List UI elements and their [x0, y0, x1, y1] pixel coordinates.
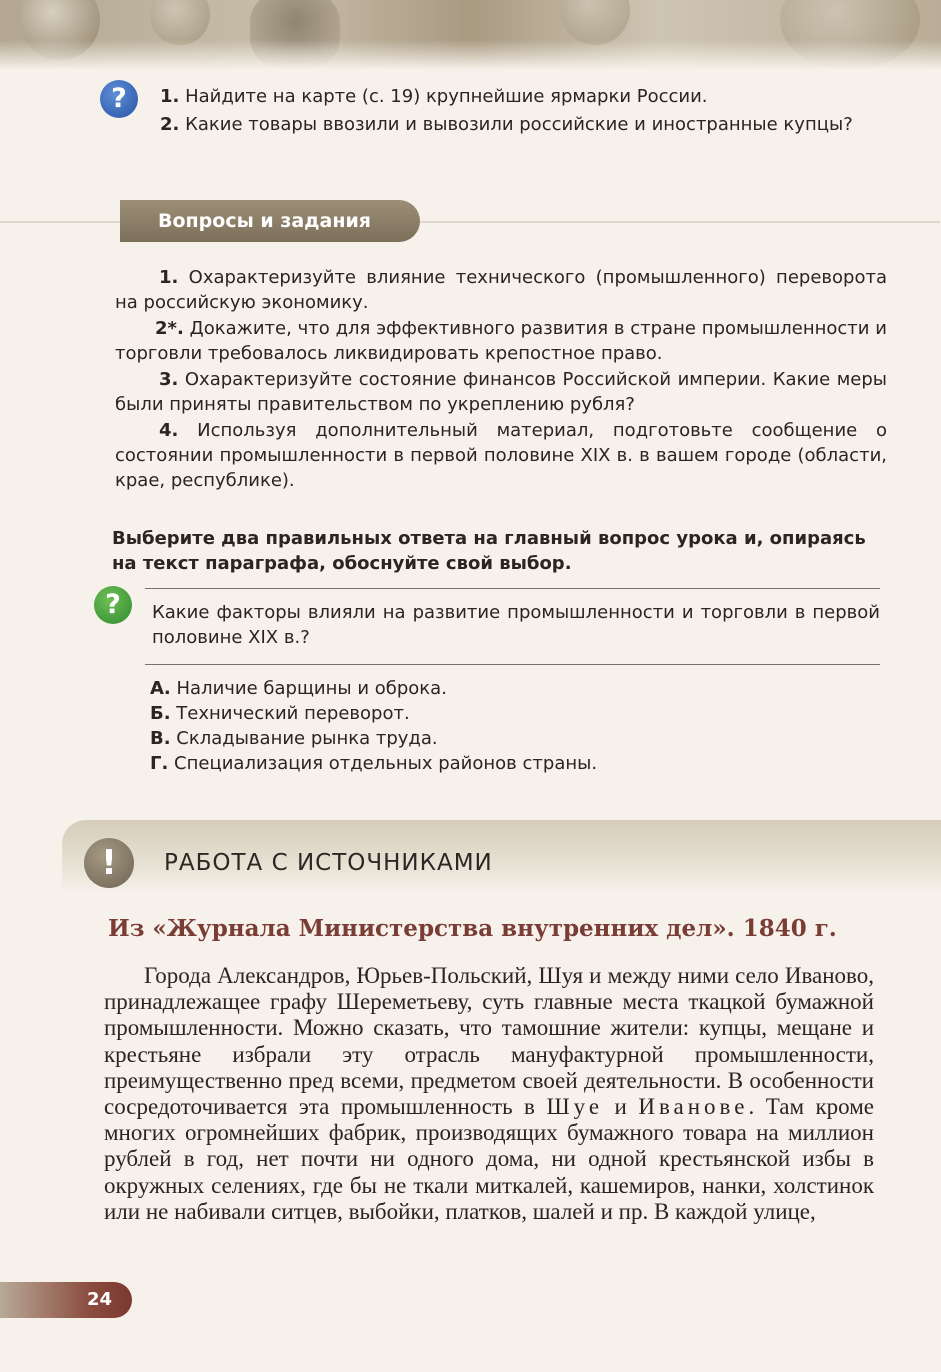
option-c: В. Складывание рынка труда. — [150, 728, 438, 749]
divider — [145, 588, 880, 589]
question-text: Какие товары ввозили и вывозили российские и иностранные купцы? — [185, 114, 853, 135]
top-question-1 — [160, 84, 890, 109]
spaced-word: Шуе — [546, 1094, 604, 1120]
task-3: 3. Охарактеризуйте состояние финансов Российской империи. Какие меры были приняты правительством по укреплению рубля? — [115, 369, 887, 415]
divider — [145, 664, 880, 665]
option-b: Б. Технический переворот. — [150, 703, 410, 724]
question-icon: ? — [94, 586, 132, 624]
section-title-questions: Вопросы и задания — [120, 200, 420, 242]
exclamation-icon: ! — [84, 838, 134, 888]
main-question: Какие факторы влияли на развитие промышленности и торговли в первой половине XIX в.? — [152, 602, 880, 648]
sources-heading: РАБОТА С ИСТОЧНИКАМИ — [164, 850, 493, 876]
question-number: 2. — [160, 114, 180, 135]
option-a: А. Наличие барщины и оброка. — [150, 678, 447, 699]
spaced-word: Иванове — [638, 1094, 749, 1120]
top-question-2 — [160, 112, 888, 137]
source-body: Города Александров, Юрьев-Польский, Шуя и между ними село Иваново, принадлежащее графу Шереметьеву, суть главные места ткацкой бумажной промышленности. Можно сказать, что тамошние жители: купцы, мещане и крестьяне избрали эту отрасль мануфактурной промышленности, преимущественно пред всеми, предметом своей деятельности. В особенности сосредоточивается эта промышленность в Шуе и Иванове. Там кроме многих огромнейших фабрик, производящих бумажного товара на миллион рублей в год, нет почти ни одного дома, ни одной крестьянской избы в окружных селениях, где бы не ткали миткалей, кашемиров, нанки, холстинок или не набивали ситцев, выбойки, платков, шалей и пр. В каждой улице, — [104, 963, 875, 1224]
question-number: 1. — [160, 86, 180, 107]
source-title: Из «Журнала Министерства внутренних дел». 1840 г. — [108, 915, 837, 942]
page-number: 24 — [0, 1282, 132, 1318]
task-1: 1. Охарактеризуйте влияние технического (промышленного) переворота на российскую экономику. — [115, 267, 887, 313]
task-4: 4. Используя дополнительный материал, подготовьте сообщение о состоянии промышленности в первой половине XIX в. в вашем городе (области, крае, республике). — [115, 420, 887, 491]
task-2: 2*. Докажите, что для эффективного развития в стране промышленности и торговли требовалось ликвидировать крепостное право. — [115, 318, 888, 364]
option-d: Г. Специализация отдельных районов страны. — [150, 753, 598, 774]
question-icon: ? — [100, 80, 138, 118]
question-text: Найдите на карте (с. 19) крупнейшие ярмарки России. — [185, 86, 708, 107]
decorative-banner — [0, 0, 941, 70]
coin-image — [150, 0, 210, 45]
main-question-instruction: Выберите два правильных ответа на главный вопрос урока и, опираясь на текст параграфа, обоснуйте свой выбор. — [112, 528, 866, 574]
coin-image — [560, 0, 630, 45]
